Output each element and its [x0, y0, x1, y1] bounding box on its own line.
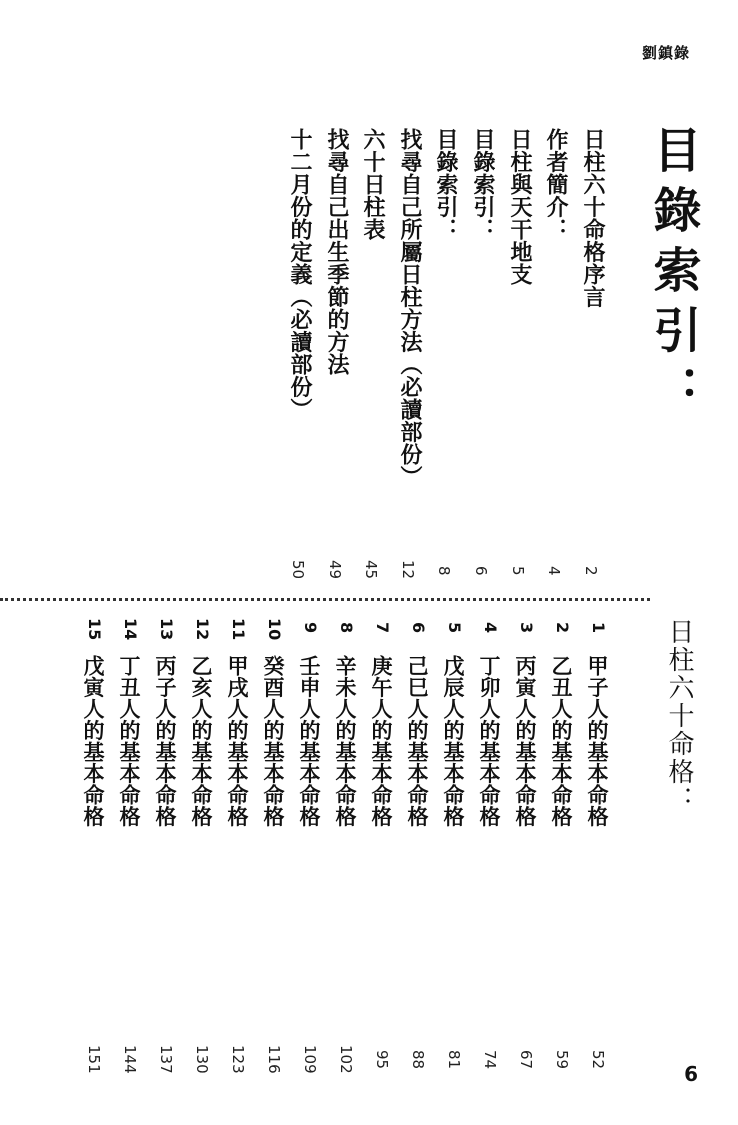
toc-item-index-1[interactable]: 目錄索引：	[470, 128, 495, 241]
entry-page: 95	[373, 1050, 391, 1070]
entry-page: 130	[193, 1045, 211, 1074]
entry-jisi[interactable]: 己巳人的基本命格	[405, 655, 429, 827]
entry-wuyin[interactable]: 戊寅人的基本命格	[81, 655, 105, 827]
entry-index: 6	[409, 622, 428, 634]
toc-item-preface[interactable]: 日柱六十命格序言	[580, 128, 605, 308]
entry-page: 59	[553, 1050, 571, 1070]
toc-page: 2	[582, 566, 600, 576]
entry-renshen[interactable]: 壬申人的基本命格	[297, 655, 321, 827]
entry-page: 151	[85, 1045, 103, 1074]
toc-page: 6	[472, 566, 490, 576]
toc-page: 5	[509, 566, 527, 576]
entry-page: 67	[517, 1050, 535, 1070]
entry-index: 12	[193, 618, 212, 641]
toc-page: 8	[435, 566, 453, 576]
entry-page: 116	[265, 1045, 283, 1074]
entry-page: 109	[301, 1045, 319, 1074]
entry-index: 1	[589, 622, 608, 634]
entry-index: 14	[121, 618, 140, 641]
entry-page: 88	[409, 1050, 427, 1070]
toc-item-day-pillar-stems[interactable]: 日柱與天干地支	[507, 128, 532, 286]
toc-page: 50	[289, 560, 307, 580]
toc-page: 12	[399, 560, 417, 580]
toc-item-birth-season[interactable]: 找尋自己出生季節的方法	[324, 128, 349, 376]
entry-dingchou[interactable]: 丁丑人的基本命格	[117, 655, 141, 827]
entry-wuchen[interactable]: 戊辰人的基本命格	[441, 655, 465, 827]
toc-item-twelve-months[interactable]: 十二月份的定義（必讀部份）	[287, 128, 312, 421]
entry-index: 13	[157, 618, 176, 641]
entry-jiazi[interactable]: 甲子人的基本命格	[585, 655, 609, 827]
entry-index: 11	[229, 618, 248, 641]
entry-jiaxu[interactable]: 甲戌人的基本命格	[225, 655, 249, 827]
entry-page: 123	[229, 1045, 247, 1074]
entry-page: 81	[445, 1050, 463, 1070]
toc-page: 4	[545, 566, 563, 576]
entry-gengwu[interactable]: 庚午人的基本命格	[369, 655, 393, 827]
entry-yichou[interactable]: 乙丑人的基本命格	[549, 655, 573, 827]
entry-dingmao[interactable]: 丁卯人的基本命格	[477, 655, 501, 827]
entry-guiyou[interactable]: 癸酉人的基本命格	[261, 655, 285, 827]
entry-page: 137	[157, 1045, 175, 1074]
page-number: 6	[684, 1062, 698, 1086]
entry-index: 15	[85, 618, 104, 641]
entry-yihai[interactable]: 乙亥人的基本命格	[189, 655, 213, 827]
section-title: 日柱六十命格：	[664, 618, 694, 814]
toc-item-author-intro[interactable]: 作者簡介：	[543, 128, 568, 241]
entry-bingyin[interactable]: 丙寅人的基本命格	[513, 655, 537, 827]
entry-index: 3	[517, 622, 536, 634]
entry-page: 52	[589, 1050, 607, 1070]
entry-index: 8	[337, 622, 356, 634]
entry-xinwei[interactable]: 辛未人的基本命格	[333, 655, 357, 827]
entry-page: 74	[481, 1050, 499, 1070]
toc-item-sixty-pillars[interactable]: 六十日柱表	[360, 128, 385, 241]
toc-page: 45	[362, 560, 380, 580]
author-header: 劉鎮錄	[641, 44, 690, 62]
entry-page: 144	[121, 1045, 139, 1074]
entry-index: 4	[481, 622, 500, 634]
entry-index: 2	[553, 622, 572, 634]
toc-title: 目錄索引：	[645, 125, 701, 425]
entry-bingzi[interactable]: 丙子人的基本命格	[153, 655, 177, 827]
toc-item-index-2[interactable]: 目錄索引：	[433, 128, 458, 241]
entry-index: 10	[265, 618, 284, 641]
toc-item-find-day-pillar[interactable]: 找尋自己所屬日柱方法（必讀部份）	[397, 128, 422, 488]
entry-index: 9	[301, 622, 320, 634]
entry-index: 5	[445, 622, 464, 634]
toc-page: 49	[326, 560, 344, 580]
entry-page: 102	[337, 1045, 355, 1074]
dotted-divider	[0, 598, 650, 601]
entry-index: 7	[373, 622, 392, 634]
